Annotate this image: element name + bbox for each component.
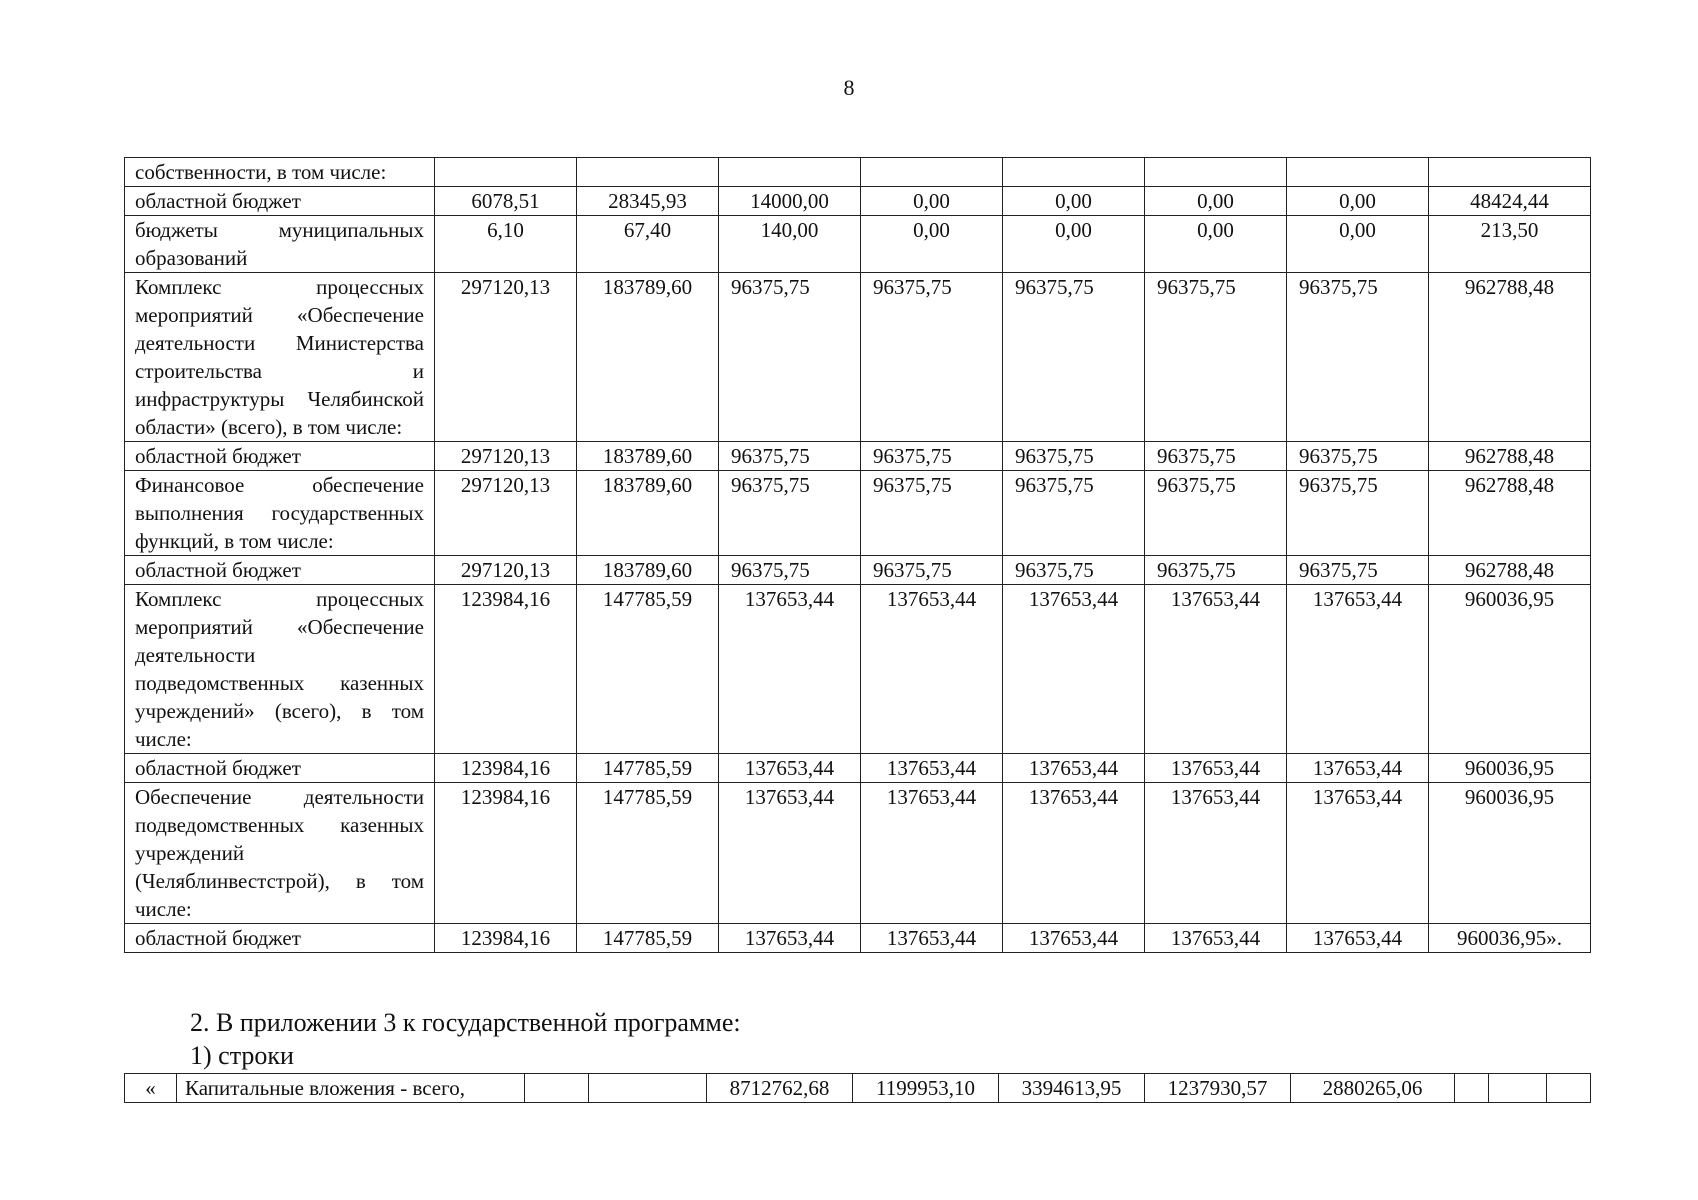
year-value-cell: 137653,44 <box>1287 783 1429 924</box>
paragraph-appendix-3: 2. В приложении 3 к государственной программе: <box>190 1008 741 1037</box>
year-value-cell <box>861 158 1003 187</box>
budget-table <box>124 157 1591 953</box>
total-cell: 962788,48 <box>1429 556 1591 585</box>
year-value-cell: 137653,44 <box>861 924 1003 953</box>
value-cell <box>589 1074 707 1103</box>
year-value-cell: 183789,60 <box>577 471 719 556</box>
year-value-cell: 96375,75 <box>861 442 1003 471</box>
row-label: областной бюджет <box>125 442 435 471</box>
opening-quote-cell: « <box>125 1074 177 1103</box>
year-value-cell: 147785,59 <box>577 585 719 754</box>
table-row <box>125 754 1591 783</box>
year-value-cell: 6,10 <box>435 216 577 273</box>
table-row <box>125 187 1591 216</box>
total-cell: 962788,48 <box>1429 471 1591 556</box>
total-cell: 960036,95 <box>1429 754 1591 783</box>
table-row <box>125 783 1591 924</box>
row-label: бюджеты муниципальных образований <box>125 216 435 273</box>
year-value-cell: 96375,75 <box>861 471 1003 556</box>
year-value-cell: 137653,44 <box>1003 783 1145 924</box>
year-value-cell: 297120,13 <box>435 442 577 471</box>
year-value-cell: 183789,60 <box>577 442 719 471</box>
table-row <box>125 216 1591 273</box>
row-label: Обеспечение деятельности подведомственных казенных учреждений (Челяблинвестстрой), в том числе: <box>125 783 435 924</box>
value-cell: 2880265,06 <box>1291 1074 1455 1103</box>
year-value-cell: 0,00 <box>1287 187 1429 216</box>
year-value-cell: 137653,44 <box>1145 754 1287 783</box>
table-row <box>125 442 1591 471</box>
value-cell <box>1455 1074 1489 1103</box>
total-cell: 960036,95 <box>1429 585 1591 754</box>
year-value-cell: 123984,16 <box>435 585 577 754</box>
row-label: областной бюджет <box>125 924 435 953</box>
year-value-cell: 137653,44 <box>1003 585 1145 754</box>
year-value-cell: 0,00 <box>1003 216 1145 273</box>
value-cell: 3394613,95 <box>999 1074 1145 1103</box>
value-cell: 1237930,57 <box>1145 1074 1291 1103</box>
capital-investments-row <box>125 1074 1591 1103</box>
row-label: Капитальные вложения - всего, <box>177 1074 525 1103</box>
year-value-cell: 147785,59 <box>577 924 719 953</box>
year-value-cell: 96375,75 <box>1287 471 1429 556</box>
year-value-cell: 137653,44 <box>1287 754 1429 783</box>
year-value-cell: 137653,44 <box>719 924 861 953</box>
total-cell: 962788,48 <box>1429 273 1591 442</box>
year-value-cell <box>1145 158 1287 187</box>
year-value-cell: 96375,75 <box>861 273 1003 442</box>
year-value-cell: 0,00 <box>1287 216 1429 273</box>
year-value-cell: 96375,75 <box>1287 442 1429 471</box>
row-label: Комплекс процессных мероприятий «Обеспечение деятельности Министерства строительства и инфраструктуры Челябинской области» (всего), в том числе: <box>125 273 435 442</box>
total-cell: 962788,48 <box>1429 442 1591 471</box>
year-value-cell: 96375,75 <box>1287 556 1429 585</box>
year-value-cell: 96375,75 <box>1145 471 1287 556</box>
year-value-cell: 96375,75 <box>1003 556 1145 585</box>
year-value-cell: 137653,44 <box>1145 783 1287 924</box>
value-cell: 8712762,68 <box>707 1074 853 1103</box>
row-label: областной бюджет <box>125 754 435 783</box>
year-value-cell: 28345,93 <box>577 187 719 216</box>
year-value-cell: 137653,44 <box>861 783 1003 924</box>
year-value-cell: 147785,59 <box>577 783 719 924</box>
year-value-cell: 137653,44 <box>1003 924 1145 953</box>
year-value-cell: 96375,75 <box>1145 273 1287 442</box>
table-row <box>125 158 1591 187</box>
year-value-cell: 96375,75 <box>1003 273 1145 442</box>
row-label: областной бюджет <box>125 187 435 216</box>
year-value-cell: 14000,00 <box>719 187 861 216</box>
value-cell <box>525 1074 589 1103</box>
row-label: областной бюджет <box>125 556 435 585</box>
year-value-cell <box>1003 158 1145 187</box>
total-cell: 213,50 <box>1429 216 1591 273</box>
year-value-cell: 96375,75 <box>719 273 861 442</box>
year-value-cell: 123984,16 <box>435 924 577 953</box>
year-value-cell <box>1287 158 1429 187</box>
table-row <box>125 924 1591 953</box>
year-value-cell: 140,00 <box>719 216 861 273</box>
table-row <box>125 273 1591 442</box>
year-value-cell: 96375,75 <box>1145 442 1287 471</box>
year-value-cell: 137653,44 <box>719 783 861 924</box>
year-value-cell: 96375,75 <box>1287 273 1429 442</box>
value-cell: 1199953,10 <box>853 1074 999 1103</box>
year-value-cell: 137653,44 <box>861 585 1003 754</box>
year-value-cell: 137653,44 <box>719 585 861 754</box>
year-value-cell: 96375,75 <box>719 442 861 471</box>
total-cell: 960036,95 <box>1429 783 1591 924</box>
year-value-cell: 297120,13 <box>435 556 577 585</box>
year-value-cell: 137653,44 <box>1145 585 1287 754</box>
year-value-cell: 137653,44 <box>1003 754 1145 783</box>
year-value-cell: 96375,75 <box>1003 471 1145 556</box>
page-number: 8 <box>843 75 855 100</box>
year-value-cell: 6078,51 <box>435 187 577 216</box>
year-value-cell <box>577 158 719 187</box>
year-value-cell: 0,00 <box>1145 216 1287 273</box>
year-value-cell: 96375,75 <box>1003 442 1145 471</box>
year-value-cell <box>719 158 861 187</box>
year-value-cell: 137653,44 <box>861 754 1003 783</box>
year-value-cell: 96375,75 <box>861 556 1003 585</box>
total-cell <box>1429 158 1591 187</box>
table-row <box>125 471 1591 556</box>
year-value-cell: 0,00 <box>1003 187 1145 216</box>
row-label: Финансовое обеспечение выполнения государственных функций, в том числе: <box>125 471 435 556</box>
year-value-cell: 297120,13 <box>435 273 577 442</box>
year-value-cell: 137653,44 <box>1287 924 1429 953</box>
year-value-cell: 183789,60 <box>577 556 719 585</box>
value-cell <box>1489 1074 1547 1103</box>
table-row <box>125 585 1591 754</box>
value-cell <box>1547 1074 1591 1103</box>
year-value-cell: 297120,13 <box>435 471 577 556</box>
year-value-cell: 0,00 <box>861 216 1003 273</box>
capital-investments-table <box>124 1073 1591 1103</box>
row-label: Комплекс процессных мероприятий «Обеспечение деятельности подведомственных казенных учреждений» (всего), в том числе: <box>125 585 435 754</box>
year-value-cell: 123984,16 <box>435 783 577 924</box>
year-value-cell: 137653,44 <box>1287 585 1429 754</box>
year-value-cell: 96375,75 <box>719 556 861 585</box>
year-value-cell <box>435 158 577 187</box>
year-value-cell: 0,00 <box>1145 187 1287 216</box>
year-value-cell: 137653,44 <box>1145 924 1287 953</box>
year-value-cell: 67,40 <box>577 216 719 273</box>
paragraph-rows-label: 1) строки <box>190 1041 294 1070</box>
year-value-cell: 96375,75 <box>719 471 861 556</box>
year-value-cell: 147785,59 <box>577 754 719 783</box>
row-label: собственности, в том числе: <box>125 158 435 187</box>
year-value-cell: 183789,60 <box>577 273 719 442</box>
year-value-cell: 123984,16 <box>435 754 577 783</box>
total-cell: 960036,95». <box>1429 924 1591 953</box>
year-value-cell: 96375,75 <box>1145 556 1287 585</box>
table-row <box>125 556 1591 585</box>
year-value-cell: 137653,44 <box>719 754 861 783</box>
total-cell: 48424,44 <box>1429 187 1591 216</box>
year-value-cell: 0,00 <box>861 187 1003 216</box>
